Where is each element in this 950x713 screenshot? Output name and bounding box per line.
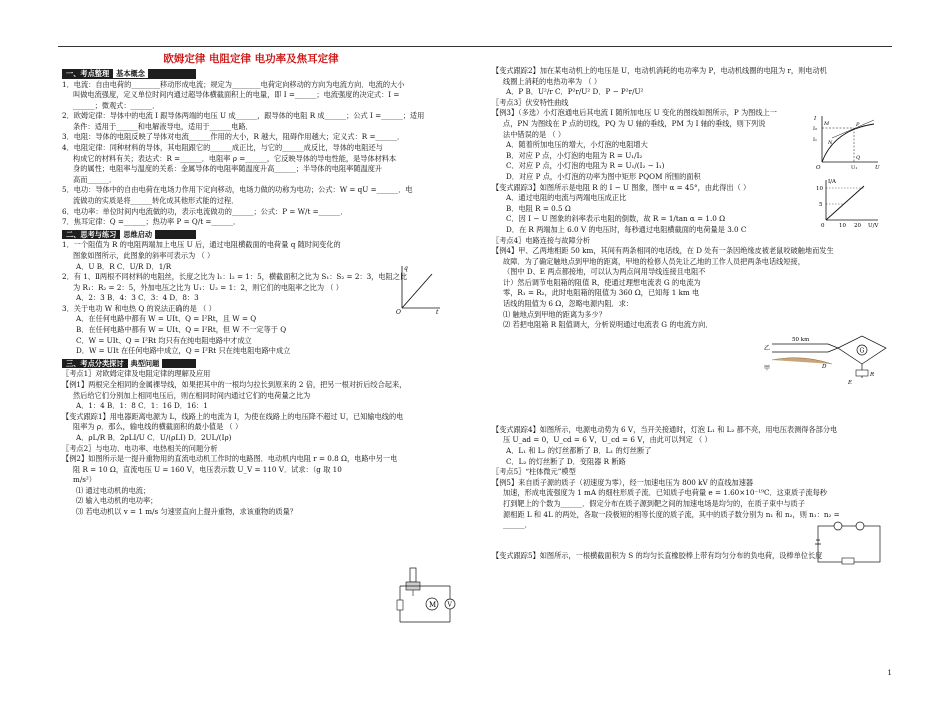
options-line: A．ρL/R B．2ρLI/U C．U/(ρLI) D．2UL/(Iρ) [76, 432, 232, 442]
lamp-icon [856, 522, 864, 530]
options-line: A．2：3 B．4：3 C．3：4 D．8：3 [76, 293, 199, 303]
topic-heading: 〖考点3〗伏安特性曲线 [492, 97, 569, 107]
text-line: 【例5】来自质子源的质子（初速度为零），经一加速电压为 800 kV 的直线加速器 [492, 477, 754, 487]
text-line: 5．电功：导体中的自由电荷在电场力作用下定向移动，电场力做的功称为电功；公式：W = qU =______．电 [62, 185, 413, 195]
text-line: 法中错误的是 （ ） [503, 129, 566, 139]
option-line: B．对应 P 点，小灯泡的电阻为 R = U₁/I₂ [506, 150, 643, 160]
telephone-line-fault-figure [762, 330, 892, 388]
text-line: 1．电流：自由电荷的________移动形成电流；规定为________电荷定向移动的方向为电流方向．电流的大小 [62, 79, 405, 89]
option-line: D．在 R 两端加上 6.0 V 的电压时，每秒通过电阻横截面的电荷量是 3.0 C [506, 224, 747, 234]
text-line: 零，R₁ = R₂，此时电阻箱的阻值为 360 Ω，已知每 1 km 电 [503, 288, 700, 298]
header-rule [58, 46, 892, 47]
topic-heading: 〖考点2〗与电功、电功率、电热相关的问题分析 [62, 443, 218, 453]
tick-label: 10 [839, 223, 846, 228]
concept-list [62, 80, 440, 228]
label-yi: 乙 [764, 345, 771, 352]
option-line: A．通过电阻的电流与两端电压成正比 [506, 193, 627, 203]
option-line: A．随着所加电压的增大，小灯泡的电阻增大 [506, 140, 648, 150]
lamps-circuit-figure [812, 520, 886, 568]
text-line: 图象如图所示，此图象的斜率可表示为 （ ） [73, 250, 215, 260]
rheostat-icon [842, 558, 854, 564]
point-label-q: Q [856, 155, 861, 161]
axis-label-t: t [436, 309, 439, 314]
text-line: 压 U_ad = 0，U_cd = 6 V，U_cd = 6 V，由此可以判定 （ ） [503, 435, 712, 445]
option-line: C．W = UIt、Q = I²Rt 均只有在纯电阻电路中才成立 [76, 335, 252, 345]
question-1 [62, 240, 440, 272]
text-line: 构成它的材料有关；表达式：R =______．电阻率 ρ =______，它反映导体的导电性能，是导体材料本 [73, 153, 397, 163]
options-line: C．L₂ 的灯丝断了 D．变阻器 R 断路 [506, 456, 626, 466]
section-label: 二、思考与练习 [66, 229, 117, 239]
text-line: 话线的阻值为 6 Ω，忽略电源内阻．求： [503, 299, 634, 309]
section-tag: 基本概念 [113, 69, 148, 78]
page-title: 欧姆定律 电阻定律 电功率及焦耳定律 [163, 53, 339, 65]
text-line: ______；微观式：______． [73, 100, 160, 110]
topic-heading: 〖考点1〗对欧姆定律及电阻定律的理解及应用 [62, 369, 211, 379]
text-line: 3．电阻：导体的电阻反映了导体对电流______作用的大小，R 越大，阻碍作用越大；定义式：R =______． [62, 132, 405, 142]
variant-4 [492, 425, 892, 467]
text-line: 1．一个阻值为 R 的电阻两端加上电压 U 后，通过电阻横截面的电荷量 q 随时间变化的 [62, 240, 341, 250]
origin-label: O [816, 165, 821, 170]
text-line: ⑴ 通过电动机的电流； [76, 485, 151, 495]
label-d: D [822, 364, 827, 370]
text-line: 【例3】（多选）小灯泡通电后其电流 I 随所加电压 U 变化的图线如图所示，P 为图线上一 [492, 108, 777, 118]
text-line: 【变式跟踪5】如图所示，一根横截面积为 S 的均匀长直橡胶棒上带有均匀分布的负电荷，设棒单位长度 [492, 550, 823, 560]
label-r: R [870, 372, 875, 378]
point-label-n: N [828, 140, 833, 146]
text-line: 【变式跟踪1】用电器距离电源为 L，线路上的电流为 I，为使在线路上的电压降不超过 U，已知输电线的电 [62, 411, 404, 421]
left-column [62, 52, 440, 518]
section-header-2 [62, 230, 196, 240]
question-3 [62, 304, 440, 357]
text-line: 7．焦耳定律：Q =______；热功率 P = Q/t =______． [62, 217, 241, 227]
text-line: ⑶ 若电动机以 v = 1 m/s 匀速竖直向上提升重物，求该重物的质量？ [76, 507, 297, 517]
options-line: A．1：4 B．1：8 C．1：16 D．16：1 [76, 401, 208, 411]
text-line: 高而______． [73, 174, 117, 184]
text-line: 为 R₁：R₂ = 2：5，外加电压之比为 U₁：U₂ = 1：2，则它们的电阻率之比为 （ ） [73, 282, 343, 292]
section-tag: 典型问题 [128, 359, 163, 368]
question-2 [62, 272, 440, 304]
option-line: B．在任何电路中都有 W = UIt、Q = I²Rt，但 W 不一定等于 Q [76, 325, 287, 335]
example-1 [62, 380, 440, 412]
section-label: 一、考点整理 [66, 69, 110, 78]
text-line: 然后给它们分别加上相同电压后，则在相同时间内通过它们的电荷量之比为 [73, 390, 311, 400]
section-label: 三、考点分类探讨 [66, 358, 124, 368]
page-number: 1 [887, 668, 892, 677]
example-2 [62, 454, 440, 518]
topic-heading: 〖考点4〗电路连接与故障分析 [492, 235, 591, 245]
text-line: 叫做电流强度，定义单位时间内通过超导体横截面积上的电量，即 I =______；电流强度的决定式：I = [73, 90, 400, 100]
text-line: 加速，形成电流强度为 1 mA 的细柱形质子流．已知质子电荷量 e = 1.60×10⁻¹⁹C．这束质子流每秒 [503, 488, 827, 498]
text-line: 点，PN 为图线在 P 点的切线，PQ 为 U 轴的垂线，PM 为 I 轴的垂线，则下列说 [503, 118, 766, 128]
label-jia: 甲 [764, 365, 771, 372]
section-header-3 [62, 359, 196, 369]
tick-label: 10 [816, 186, 823, 192]
text-line: 【例4】甲、乙两地相距 50 km，其间有两条相同的电话线，在 D 处有一条因绝缘皮被老鼠咬破触地而发生 [492, 246, 834, 256]
options-line: A．U B．R C．U/R D．1/R [76, 261, 172, 271]
text-line: 线圈上消耗的电热功率为 （ ） [503, 76, 602, 86]
point-label-p: P [856, 122, 860, 128]
tick-label-i1: I₁ [813, 137, 817, 143]
svg-text:M: M [429, 601, 437, 609]
tick-label-u1: U₁ [851, 165, 858, 170]
text-line: 【例1】两根完全相同的金属裸导线，如果把其中的一根均匀拉长到原来的 2 倍，把另一根对折后绞合起来， [62, 379, 407, 389]
text-line: 【例2】如图所示是一提升重物用的直流电动机工作时的电路图．电动机内电阻 r = 0.8 Ω，电路中另一电 [62, 454, 398, 464]
text-line: 阻 R = 10 Ω，直流电压 U = 160 V，电压表示数 U_V = 110 V．试求：（g 取 10 [73, 464, 342, 474]
axis-label-i: I [814, 116, 817, 122]
svg-text:V: V [447, 601, 452, 609]
lamp-icon [834, 522, 842, 530]
variant-2 [492, 66, 892, 98]
text-line: ______． [503, 520, 532, 530]
tick-label: 5 [819, 202, 823, 208]
origin-label: O [396, 309, 401, 314]
text-line: 故障．为了确定触地点到甲地的距离，甲地的检修人员先让乙地的工作人员把两条电话线短接， [503, 256, 805, 266]
resistor-iu-graph-figure [812, 176, 882, 228]
distance-label: 50 km [792, 337, 810, 343]
option-line: C．因 I − U 图象的斜率表示电阻的倒数，故 R = 1/tan α = 1.0 Ω [506, 214, 726, 224]
text-line: 6．电功率：单位时间内电流做的功，表示电流做功的______；公式：P = W/t =______． [62, 206, 348, 216]
text-line: ⑴ 触地点到甲地的距离为多少？ [503, 309, 606, 319]
q-t-graph-figure [396, 262, 442, 314]
text-line: 阻率为 ρ．那么，输电线的横截面积的最小值是 （ ） [73, 422, 243, 432]
text-line: 身的属性；电阻率与温度的关系：金属导体的电阻率随温度升高______；半导体的电阻率随温度升 [73, 164, 383, 174]
options-line: A．P B．U²/r C．P²r/U² D．P − P²r/U² [506, 87, 644, 97]
text-line: 4．电阻定律：同种材料的导体，其电阻跟它的______成正比，与它的______成反比，导体的电阻还与 [62, 143, 383, 153]
option-line: C．对应 P 点，小灯泡的电阻为 R = U₁/(I₂ − I₁) [506, 161, 665, 171]
section-header-1 [62, 69, 196, 79]
text-line: 【变式跟踪4】如图所示，电源电动势为 6 V，当开关接通时，灯泡 L₁ 和 L₂ 都不亮，用电压表测得各部分电 [492, 424, 838, 434]
example-4 [492, 246, 892, 331]
label-e: E [848, 380, 853, 386]
lamp-iu-curve-figure [812, 112, 882, 170]
text-line: 【变式跟踪2】加在某电动机上的电压是 U，电动机消耗的电功率为 P，电动机线圈的电阻为 r，则电动机 [492, 66, 827, 75]
text-line: ⑵ 若把电阻箱 R 阻值调大，分析说明通过电流表 G 的电流方向． [503, 320, 713, 330]
motor-circuit-figure [396, 562, 460, 628]
text-line: 计）然后调节电阻箱的阻值 R，使通过理想电流表 G 的电流为 [503, 277, 701, 287]
text-line: （图中 D、E 两点都接地，可以认为两点间用导线连接且电阻不 [503, 267, 706, 277]
text-line: m/s²） [73, 475, 96, 485]
axis-label-q: q [404, 265, 408, 272]
topic-heading: 〖考点5〗“柱体微元”模型 [492, 467, 576, 477]
axis-label-i: I/A [828, 179, 836, 185]
text-line: 打到靶上的个数为______．假定分布在质子源到靶之间的加速电场是均匀的，在质子束中与质子 [503, 499, 805, 508]
option-line: D．对应 P 点，小灯泡的功率为图中矩形 PQOM 所围的面积 [506, 171, 701, 181]
text-line: 条件：适用于______和电解液导电，适用于______电路． [73, 121, 253, 131]
option-line: A．在任何电路中都有 W = UIt、Q = I²Rt，且 W = Q [76, 314, 257, 324]
resistor-icon [397, 600, 403, 610]
text-line: 2．欧姆定律：导体中的电流 I 跟导体两端的电压 U 成______，跟导体的电阻 R 成______；公式 I =______；适用 [62, 111, 425, 121]
option-line: D．W = UIt 在任何电路中成立，Q = I²Rt 只在纯电阻电路中成立 [76, 346, 291, 356]
option-line: B．电阻 R = 0.5 Ω [506, 203, 571, 213]
tick-label: 0 [821, 223, 825, 228]
point-label-m: M [824, 121, 830, 127]
text-line: 【变式跟踪3】如图所示是电阻 R 的 I − U 图象，图中 α = 45°，由此得出（ ） [492, 182, 751, 192]
axis-label-u: U [875, 165, 880, 170]
text-line: 3．关于电功 W 和电热 Q 的说法正确的是 （ ） [62, 303, 216, 313]
text-line: 源相距 L 和 4L 的两处，各取一段极短的相等长度的质子流，其中的质子数分别为 n₁ 和 n₂，则 n₁：n₂ = [503, 509, 840, 519]
section-tag: 思维启动 [120, 230, 155, 239]
resistor-box-icon [856, 370, 868, 376]
text-line: 2．有 1、Ⅱ两根不同材料的电阻丝，长度之比为 l₁：l₂ = 1：5，横截面积之比为 S₁：S₂ = 2：3，电阻之比 [62, 272, 408, 282]
tick-label: 20 [854, 223, 861, 228]
options-line: A．L₁ 和 L₂ 的灯丝都断了 B．L₁ 的灯丝断了 [506, 446, 652, 456]
tick-label-i2: I₂ [813, 126, 817, 132]
text-line: 流做功的实质是将______转化成其他形式能的过程． [73, 196, 239, 206]
axis-label-u: U/V [868, 223, 879, 228]
text-line: ⑵ 输入电动机的电功率； [76, 496, 158, 506]
variant-1 [62, 412, 440, 444]
label-g: G [859, 347, 865, 355]
